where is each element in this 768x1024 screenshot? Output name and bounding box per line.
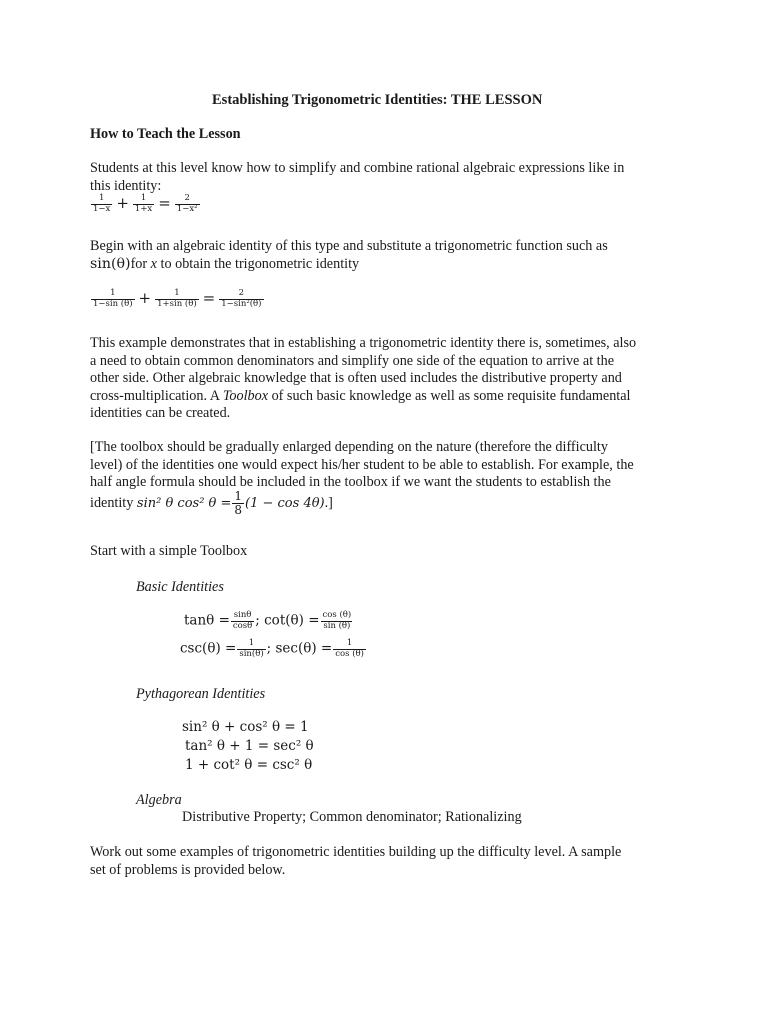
identity-line: 1 + cot² θ = csc² θ	[185, 757, 313, 773]
pythagorean-identities-label: Pythagorean Identities	[136, 686, 266, 702]
fraction: $\frac{2}{\text{1−x²}}$	[176, 193, 198, 214]
fraction: $\frac{1}{1-\sin (\theta)}$	[93, 288, 133, 309]
text-line: half angle formula should be included in the toolbox if we want the students to establish the	[90, 474, 611, 490]
text-line: identities can be created.	[90, 405, 231, 421]
paragraph-substitute	[90, 238, 672, 273]
text-line: other side. Other algebraic knowledge that is often used includes the distributive property and	[90, 370, 622, 386]
fraction: $\frac{2}{\text{1−sin²(θ)}}$	[221, 288, 262, 309]
text-line: Students at this level know how to simplify and combine rational algebraic expressions like in	[90, 160, 625, 176]
text-line: set of problems is provided below.	[90, 861, 286, 878]
basic-identities-label: Basic Identities	[136, 579, 224, 595]
text-line: Work out some examples of trigonometric identities building up the difficulty level. A sample	[90, 844, 622, 860]
basic-identities-row2: csc(θ) = $\frac{1}{\sin(\theta)}$ ; sec(θ) = $\frac{1}{\cos (\theta)}$	[180, 638, 364, 659]
text-line: a need to obtain common denominators and simplify one side of the equation to arrive at the	[90, 352, 615, 369]
equation-trig: $\frac{1}{1-\sin (\theta)}$ + $\frac{1}{1+\sin (\theta)}$ = $\frac{2}{\text{1−sin²(θ)}}$	[93, 288, 262, 309]
paragraph-intro	[90, 160, 672, 195]
section-heading: How to Teach the Lesson	[90, 126, 241, 142]
paragraph-toolbox-note	[90, 439, 672, 492]
algebra-items: Distributive Property; Common denominator; Rationalizing	[182, 809, 522, 825]
pythagorean-identities	[182, 718, 314, 775]
text-line: this identity:	[90, 177, 162, 194]
text-line: cross-multiplication. A Toolbox of such basic knowledge as well as some requisite fundamental	[90, 387, 631, 404]
paragraph-start-toolbox: Start with a simple Toolbox	[90, 543, 248, 559]
equation-rational: $\frac{1}{1-x}$ + $\frac{1}{1+x}$ = $\frac{2}{\text{1−x²}}$	[93, 193, 198, 214]
half-angle-equation: sin² θ cos² θ = $\frac{1}{8}$ (1 − cos 4θ)	[136, 489, 325, 517]
page-title: Establishing Trigonometric Identities: THE LESSON	[212, 92, 543, 108]
paragraph-examples	[90, 844, 672, 879]
identity-line: identity sin² θ cos² θ = $\frac{1}{8}$ (1 − cos 4θ).]	[90, 489, 333, 517]
identity-line: tan² θ + 1 = sec² θ	[185, 738, 314, 754]
fraction: $\frac{1}{1+x}$	[134, 193, 153, 214]
text-line: Begin with an algebraic identity of this type and substitute a trigonometric function such as	[90, 238, 608, 254]
fraction: $\frac{1}{1-x}$	[93, 193, 111, 214]
algebra-label: Algebra	[136, 792, 182, 808]
text-line: sin(θ)for x to obtain the trigonometric identity	[90, 255, 360, 272]
identity-line: sin² θ + cos² θ = 1	[182, 719, 309, 735]
paragraph-example	[90, 335, 672, 423]
fraction: $\frac{1}{1+\sin (\theta)}$	[157, 288, 197, 309]
text-line: level) of the identities one would expect his/her student to be able to establish. For example, the	[90, 456, 634, 473]
text-line: [The toolbox should be gradually enlarged depending on the nature (therefore the difficulty	[90, 439, 608, 455]
basic-identities-row1: tanθ = $\frac{\sin\theta}{\cos\theta}$ ; cot(θ) = $\frac{\cos (\theta)}{\sin (\theta)}$	[184, 610, 352, 631]
text-line: This example demonstrates that in establishing a trigonometric identity there is, sometimes, also	[90, 335, 637, 351]
